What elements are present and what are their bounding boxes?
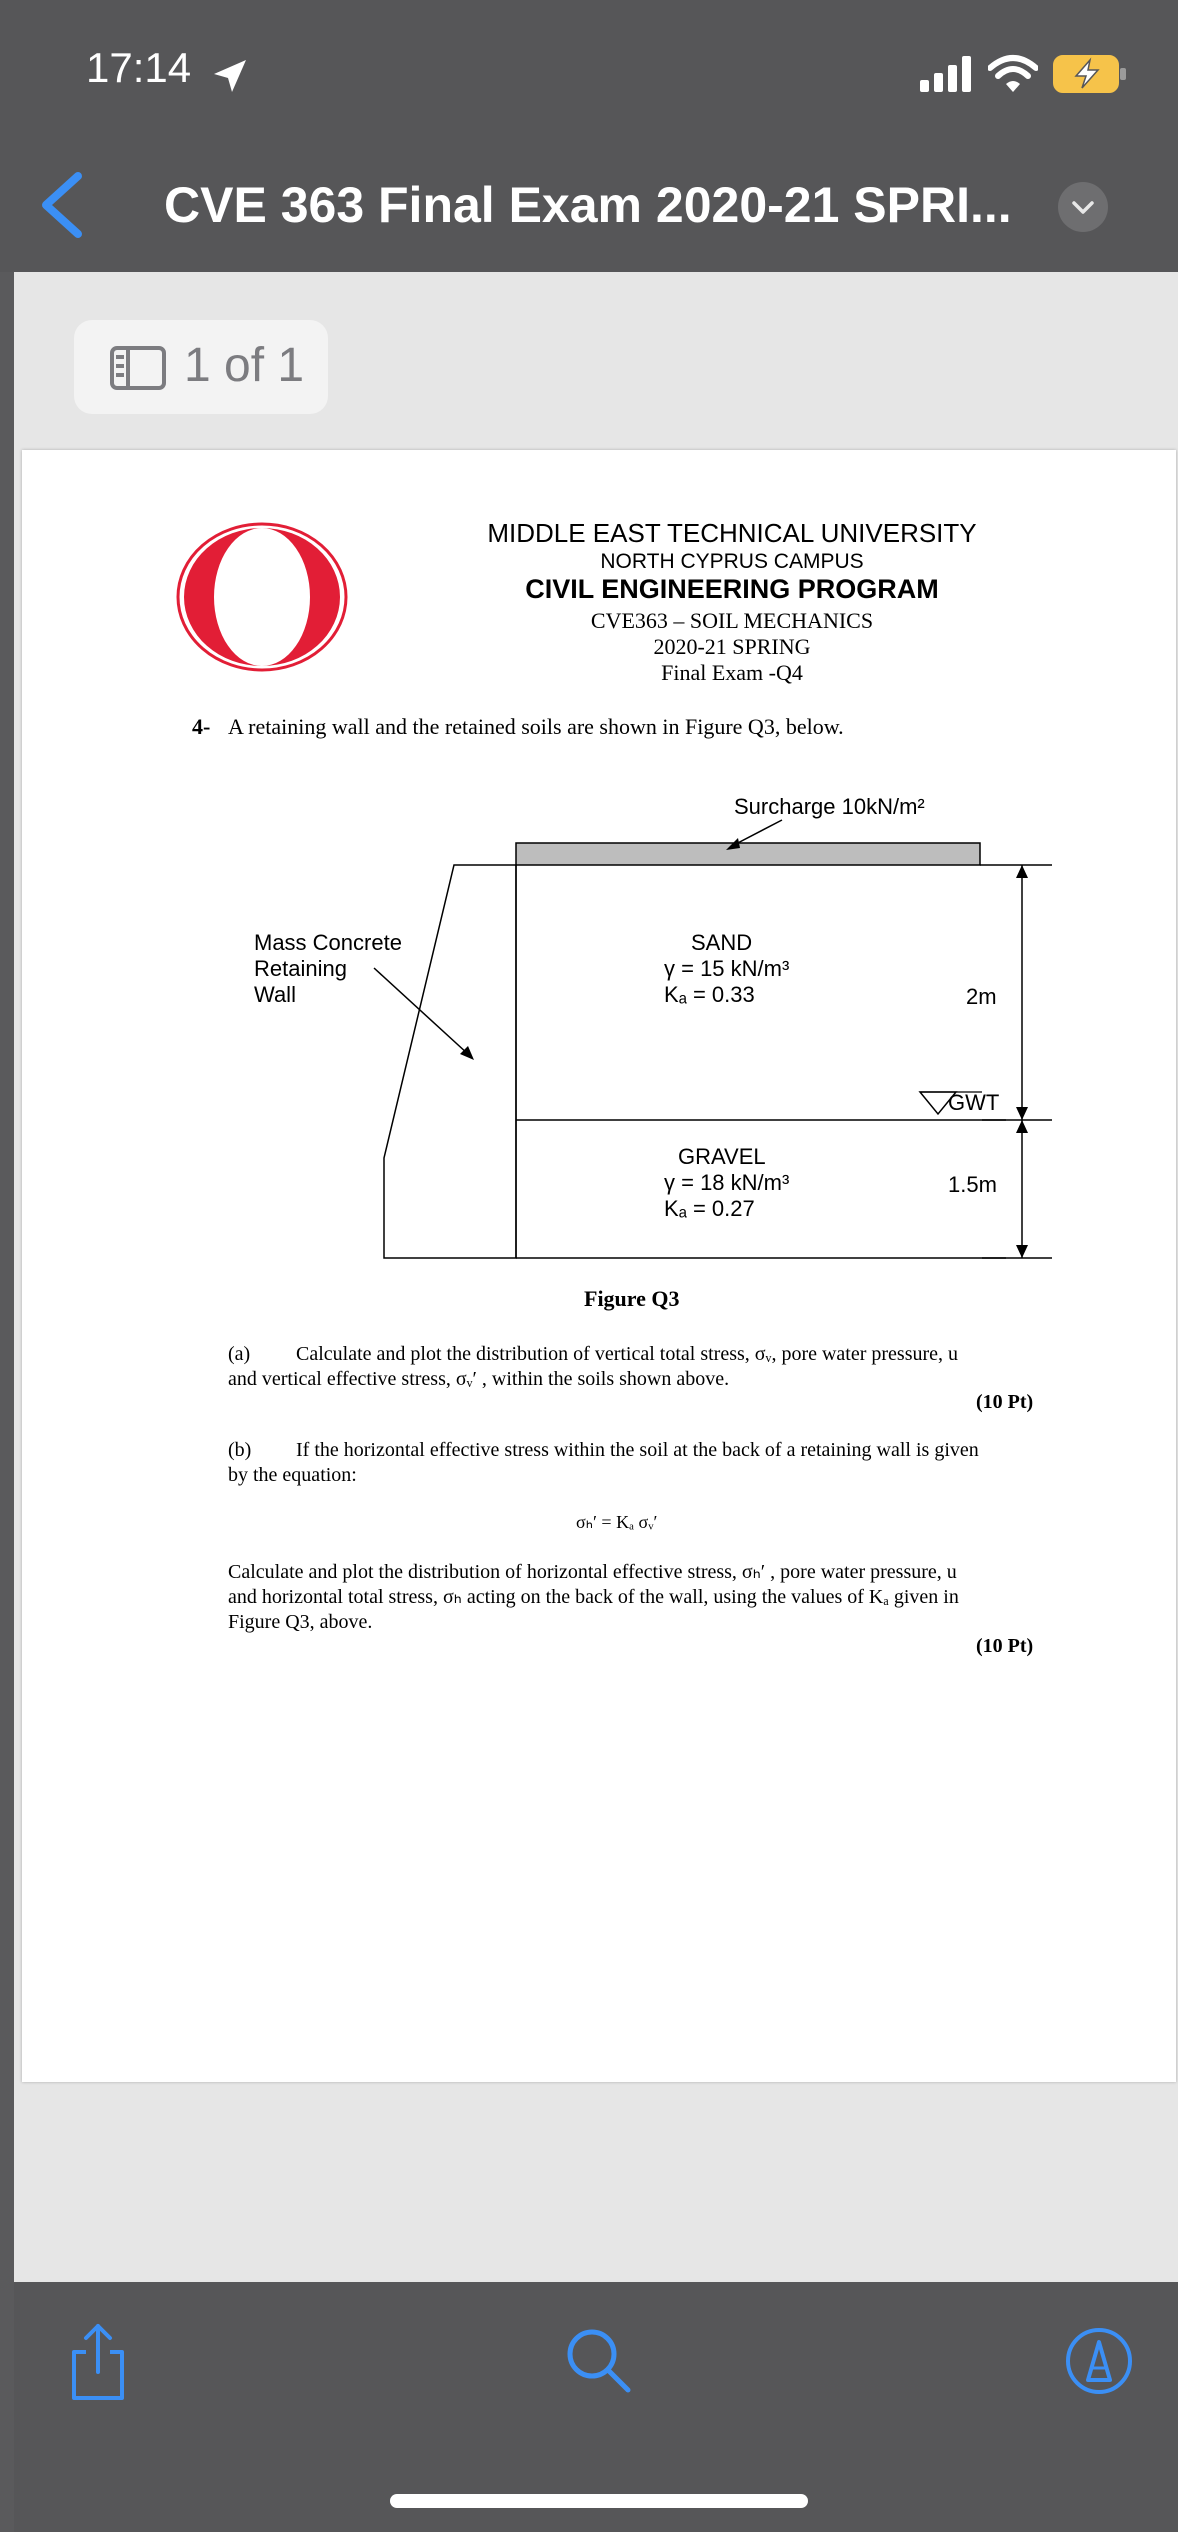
part-b-line-2: by the equation: [228,1464,357,1486]
battery-charging-icon [1052,52,1128,96]
program-name: CIVIL ENGINEERING PROGRAM [525,574,939,604]
sand-label: SAND [691,930,753,955]
wall-label-line-2: Retaining [254,956,347,981]
part-a-line-1: Calculate and plot the distribution of vertical total stress, σᵥ, pore water pressure, u [296,1343,959,1365]
term: 2020-21 SPRING [653,634,811,659]
chevron-down-icon [1058,182,1108,232]
course-name: CVE363 – SOIL MECHANICS [590,608,874,633]
surcharge-load [516,843,980,865]
sand-ka: Kₐ = 0.33 [664,982,755,1007]
part-b-equation: σₕ′ = Kₐ σᵥ′ [576,1512,658,1532]
part-b-line-3: Calculate and plot the distribution of horizontal effective stress, σₕ′ , pore water pressure, u [228,1561,957,1583]
page-indicator[interactable] [74,320,328,414]
sand-unit-weight: γ = 15 kN/m³ [664,956,790,981]
back-chevron-icon[interactable] [34,170,94,240]
home-indicator[interactable] [390,2494,808,2508]
question-number: 4- [192,714,211,739]
part-a-label: (a) [228,1343,251,1365]
gravel-depth: 1.5m [948,1172,997,1197]
figure-caption: Figure Q3 [584,1286,680,1311]
location-arrow-icon [210,56,250,96]
document-page [22,450,1176,2082]
markup-icon[interactable] [1064,2326,1134,2396]
status-time: 17:14 [86,44,192,91]
university-name: MIDDLE EAST TECHNICAL UNIVERSITY [487,518,977,548]
top-bar [0,0,1178,272]
gravel-unit-weight: γ = 18 kN/m³ [664,1170,790,1195]
page-indicator-label: 1 of 1 [184,339,305,392]
sidebar-icon [110,346,166,390]
wall-label-line-1: Mass Concrete [254,930,402,955]
sand-depth: 2m [966,984,997,1009]
campus-name: NORTH CYPRUS CAMPUS [600,550,864,573]
wifi-icon [988,54,1038,94]
part-b-points: (10 Pt) [976,1635,1034,1657]
cellular-signal-icon [920,56,972,92]
part-b-line-4: and horizontal total stress, σₕ acting on the back of the wall, using the values of Kₐ given in [228,1586,959,1608]
figure-q3 [22,450,1176,1350]
retaining-wall-outline [384,865,516,1258]
gwt-label: GWT [948,1090,1000,1115]
part-a-line-2: and vertical effective stress, σᵥ′ , within the soils shown above. [228,1368,730,1390]
part-b-line-1: If the horizontal effective stress within the soil at the back of a retaining wall is given [296,1439,979,1461]
exam-title: Final Exam -Q4 [661,660,803,685]
part-b-line-5: Figure Q3, above. [228,1611,373,1633]
title-menu-button[interactable] [1058,182,1108,232]
surcharge-label: Surcharge 10kN/m² [734,794,925,819]
part-b-label: (b) [228,1439,252,1461]
gravel-label: GRAVEL [678,1144,766,1169]
question-text: A retaining wall and the retained soils are shown in Figure Q3, below. [228,714,844,739]
document-title: CVE 363 Final Exam 2020-21 SPRI... [164,177,1012,233]
gravel-ka: Kₐ = 0.27 [664,1196,755,1221]
search-icon[interactable] [564,2326,634,2396]
wall-label-line-3: Wall [254,982,296,1007]
part-a-points: (10 Pt) [976,1391,1034,1413]
share-icon[interactable] [66,2322,130,2402]
